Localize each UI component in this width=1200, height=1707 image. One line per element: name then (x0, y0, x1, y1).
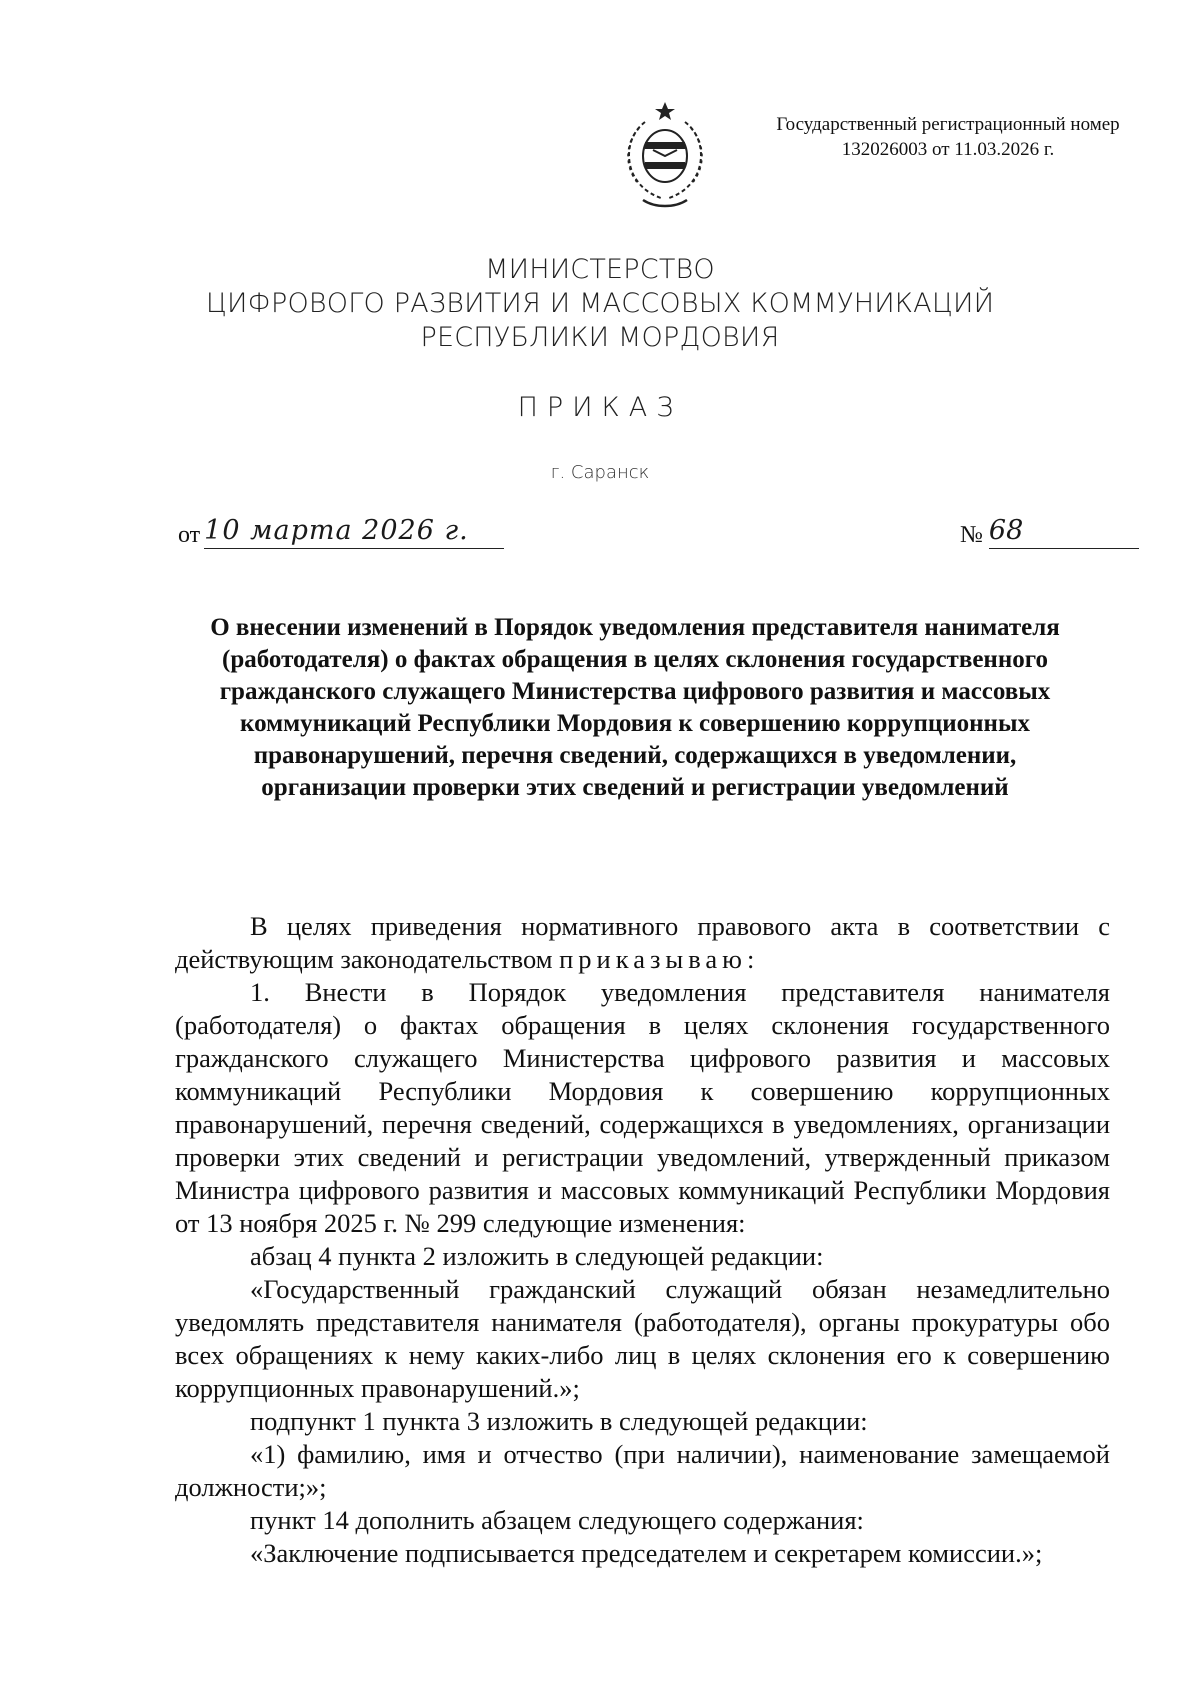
registration-number (748, 112, 1148, 162)
ministry-line-3: РЕСПУБЛИКИ МОРДОВИЯ (420, 322, 780, 353)
order-title: ПРИКАЗ (517, 392, 683, 423)
paragraph-1-start: В целях приведения нормативного правового акта в соответствии с действующим законодательством (175, 911, 1110, 974)
registration-line-1: Государственный регистрационный номер (776, 114, 1120, 135)
paragraph-4: «Государственный гражданский служащий обязан незамедлительно уведомлять представителя нанимателя (работодателя), органы прокуратуры обо всех обращениях к нему каких-либо лиц в целях склонения его к совершению коррупционных правонарушений.»; (175, 1274, 1110, 1403)
coat-of-arms-icon (615, 100, 715, 212)
paragraph-1-end: : (746, 944, 755, 974)
order-date (178, 515, 504, 549)
handwritten-date: 10 марта 2026 г. (204, 515, 504, 549)
document-heading: О внесении изменений в Порядок уведомления представителя нанимателя (работодателя) о фактах обращения в целях склонения государственного гражданского служащего Министерства цифрового развития и массовых коммуникаций Республики Мордовия к совершению коррупционных правонарушений, перечня сведений, содержащихся в уведомлении, организации проверки этих сведений и регистрации уведомлений (210, 614, 1060, 801)
paragraph-8: «Заключение подписывается председателем и секретарем комиссии.»; (250, 1538, 1043, 1568)
city-name: г. Саранск (550, 462, 650, 483)
paragraph-6: «1) фамилию, имя и отчество (при наличии), наименование замещаемой должности;»; (175, 1439, 1110, 1502)
paragraph-3: абзац 4 пункта 2 изложить в следующей редакции: (250, 1241, 824, 1271)
registration-line-2: 132026003 от 11.03.2026 г. (841, 139, 1055, 160)
number-prefix: № (960, 522, 983, 548)
paragraph-1 (175, 910, 1110, 976)
ministry-line-2: ЦИФРОВОГО РАЗВИТИЯ И МАССОВЫХ КОММУНИКАЦИЙ (205, 288, 995, 319)
order-number (960, 515, 1139, 549)
document-body (175, 910, 1110, 1570)
paragraph-1-order-word: приказываю (559, 944, 747, 974)
date-prefix: от (178, 522, 201, 548)
handwritten-number: 68 (989, 515, 1139, 549)
paragraph-5: подпункт 1 пункта 3 изложить в следующей редакции: (250, 1406, 868, 1436)
paragraph-7: пункт 14 дополнить абзацем следующего содержания: (250, 1505, 864, 1535)
ministry-line-1: МИНИСТЕРСТВО (485, 254, 715, 285)
paragraph-2: 1. Внести в Порядок уведомления представителя нанимателя (работодателя) о фактах обращения в целях склонения государственного гражданского служащего Министерства цифрового развития и массовых коммуникаций Республики Мордовия к совершению коррупционных правонарушений, перечня сведений, содержащихся в уведомлениях, организации проверки этих сведений и регистрации уведомлений, утвержденный приказом Министра цифрового развития и массовых коммуникаций Республики Мордовия от 13 ноября 2025 г. № 299 следующие изменения: (175, 977, 1110, 1238)
ministry-name (150, 253, 1050, 355)
